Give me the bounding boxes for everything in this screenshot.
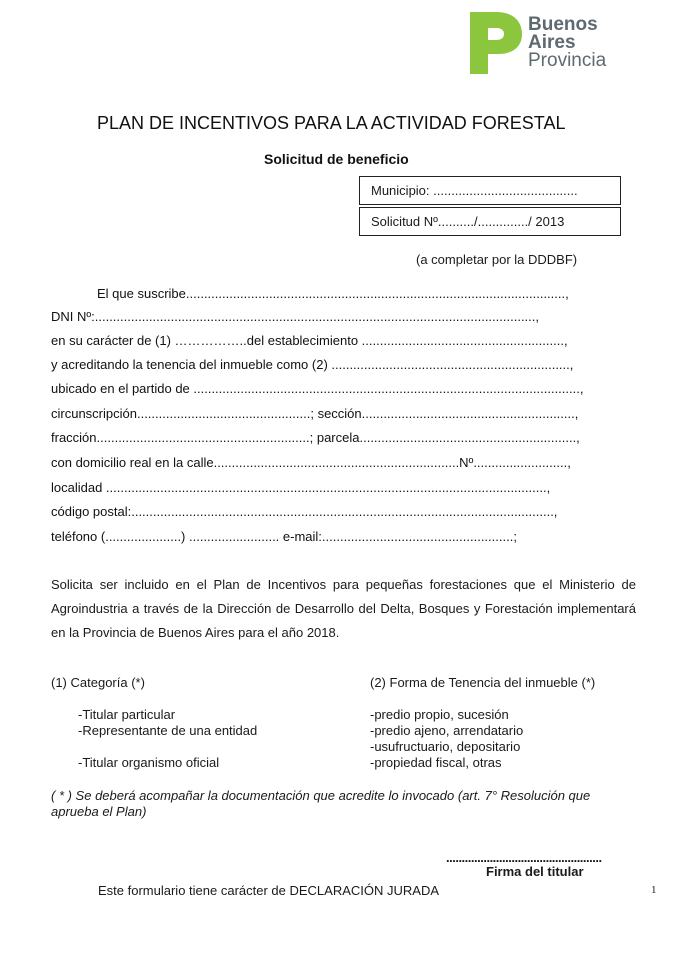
documentation-footnote: ( * ) Se deberá acompañar la documentación que acredite lo invocado (art. 7° Resolución que aprueba el Plan): [51, 788, 591, 819]
field-domicilio[interactable]: con domicilio real en la calle....................................................................Nº..........................,: [51, 455, 571, 470]
field-fraccion[interactable]: fracción...........................................................; parcela............................................................,: [51, 430, 580, 445]
list-item: -predio propio, sucesión: [370, 707, 509, 722]
field-codigo-postal[interactable]: código postal:.....................................................................................................................,: [51, 504, 558, 519]
field-localidad[interactable]: localidad ..........................................................................................................................,: [51, 480, 551, 495]
buenos-aires-logo: [466, 10, 616, 78]
list-item: -Titular particular: [78, 707, 176, 722]
list-item: -Representante de una entidad: [78, 723, 258, 738]
field-tenencia[interactable]: y acreditando la tenencia del inmueble como (2) ..................................................................,: [51, 357, 574, 372]
field-telefono-email[interactable]: teléfono (.....................) ......................... e-mail:.....................................................;: [51, 529, 517, 544]
tenencia-heading: (2) Forma de Tenencia del inmueble (*): [370, 675, 596, 690]
buenos-aires-logo-icon: [466, 10, 526, 76]
list-item: -Titular organismo oficial: [78, 755, 220, 770]
categoria-heading: (1) Categoría (*): [51, 675, 145, 690]
logo-line-3: Provincia: [528, 50, 607, 71]
signature-line[interactable]: ..................................................: [446, 850, 602, 865]
document-subtitle: Solicitud de beneficio: [264, 151, 409, 167]
page-number: 1: [651, 884, 657, 896]
field-caracter[interactable]: en su carácter de (1) ……………..del establecimiento ........................................................,: [51, 333, 568, 348]
document-title: PLAN DE INCENTIVOS PARA LA ACTIVIDAD FORESTAL: [97, 113, 566, 133]
list-item: -propiedad fiscal, otras: [370, 755, 502, 770]
solicitud-number-box[interactable]: Solicitud Nº........../............../ 2013: [359, 207, 621, 236]
office-use-note: (a completar por la DDDBF): [416, 252, 578, 267]
field-suscribe[interactable]: El que suscribe.........................................................................................................,: [97, 286, 569, 301]
field-partido[interactable]: ubicado en el partido de ...........................................................................................................,: [51, 381, 584, 396]
field-circunscripcion[interactable]: circunscripción................................................; sección...........................................................,: [51, 406, 579, 421]
list-item: -usufructuario, depositario: [370, 739, 521, 754]
field-dni[interactable]: DNI Nº:..........................................................................................................................,: [51, 309, 540, 324]
municipio-box[interactable]: Municipio: ........................................: [359, 176, 621, 205]
list-item: -predio ajeno, arrendatario: [370, 723, 524, 738]
signature-label: Firma del titular: [486, 864, 584, 879]
logo-line-2: Aires: [528, 32, 576, 53]
sworn-declaration-note: Este formulario tiene carácter de DECLARACIÓN JURADA: [98, 883, 440, 898]
request-paragraph: Solicita ser incluido en el Plan de Incentivos para pequeñas forestaciones que el Ministerio de Agroindustria a través de la Dirección de Desarrollo del Delta, Bosques y Forestación implementará en la Provincia de Buenos Aires para el año 2018.: [51, 577, 636, 640]
categoria-list: [78, 707, 257, 771]
tenencia-list: [370, 707, 523, 771]
logo-line-1: Buenos: [528, 14, 598, 35]
